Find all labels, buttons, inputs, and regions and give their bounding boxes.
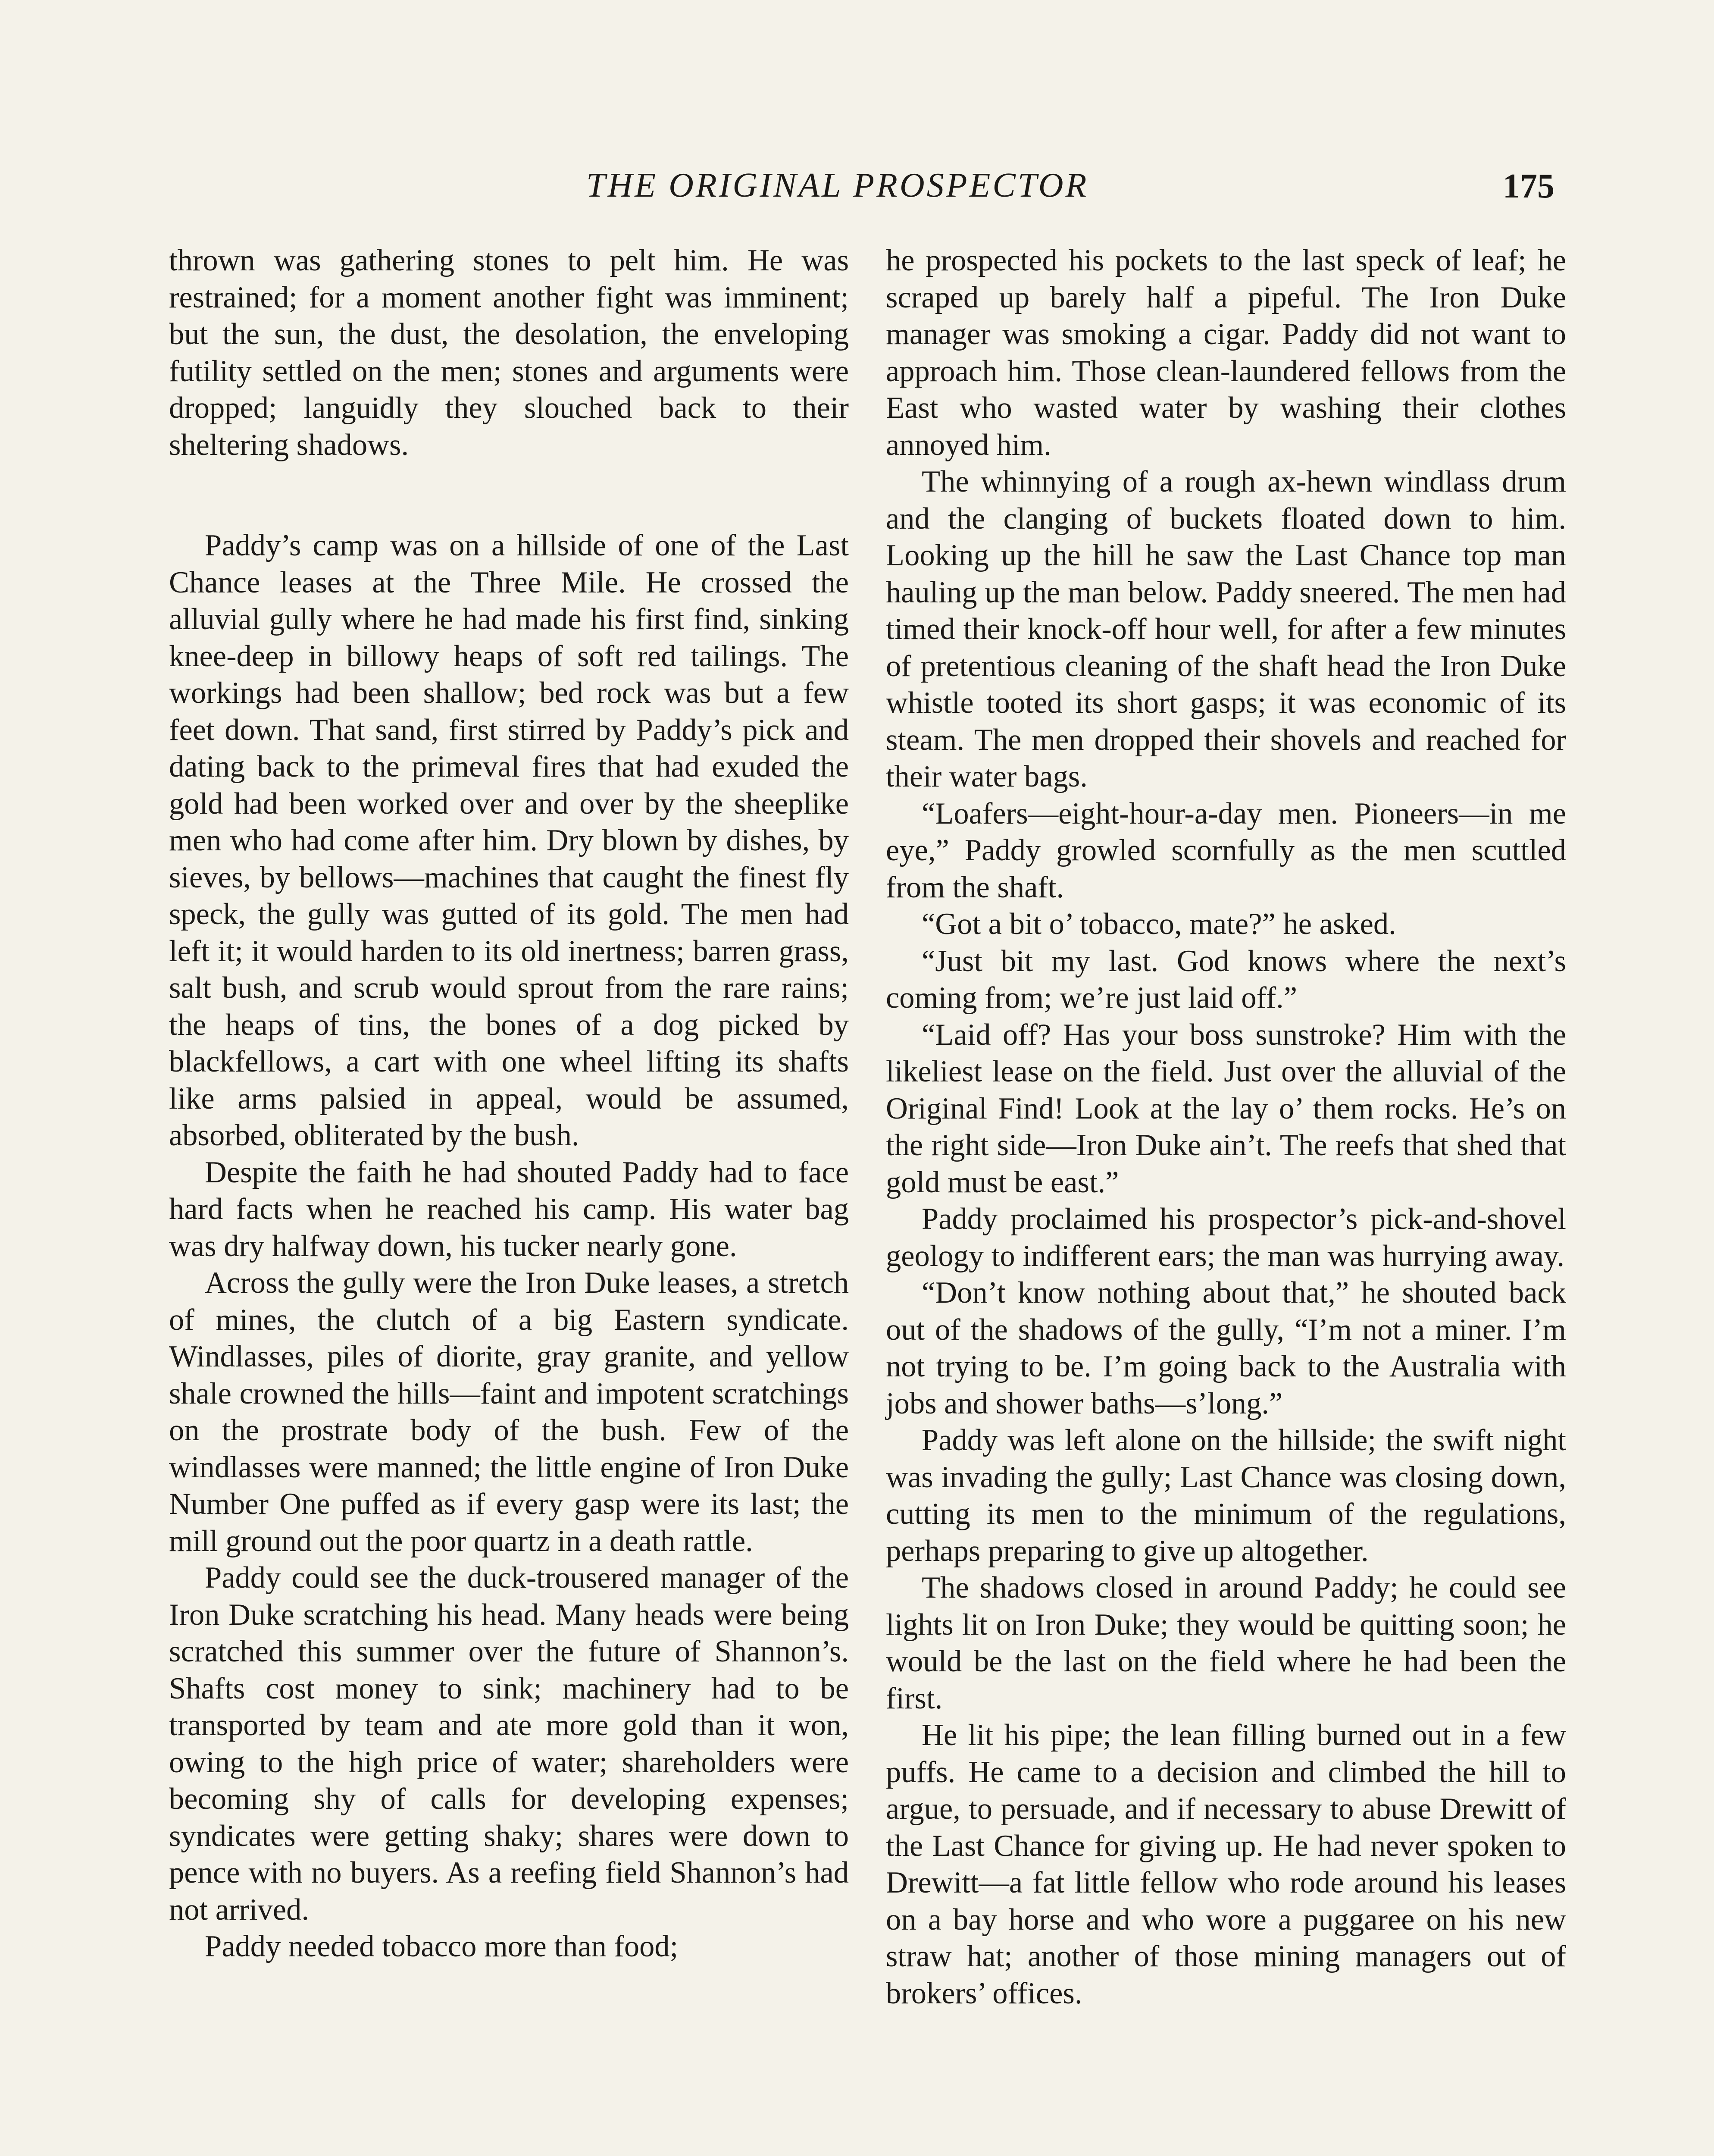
paragraph: Across the gully were the Iron Duke leases, a stretch of mines, the clutch of a big Eastern syndicate. Windlasses, piles of diorite, gray granite, and yellow shale crowned the hills—faint and impotent scratchings on the prostrate body of the bush. Few of the windlasses were manned; the little engine of Iron Duke Number One puffed as if every gasp were its last; the mill ground out the poor quartz in a death rattle. [169, 1266, 849, 1558]
paragraph: “Just bit my last. God knows where the next’s coming from; we’re just laid off.” [886, 944, 1566, 1015]
paragraph: Paddy was left alone on the hillside; the swift night was invading the gully; Last Chance was closing down, cutting its men to the minimum of the regulations, perhaps preparing to give up altogether. [886, 1423, 1566, 1568]
paragraph: “Got a bit o’ tobacco, mate?” he asked. [922, 907, 1396, 941]
left-column [169, 242, 849, 1965]
page-number: 175 [1503, 167, 1554, 205]
paragraph: The shadows closed in around Paddy; he could see lights lit on Iron Duke; they would be quitting soon; he would be the last on the field where he had been the first. [886, 1571, 1566, 1715]
paragraph: The whinnying of a rough ax-hewn windlass drum and the clanging of buckets floated down to him. Looking up the hill he saw the Last Chance top man hauling up the man below. Paddy sneered. The men had timed their knock-off hour well, for after a few minutes of pretentious cleaning of the shaft head the Iron Duke whistle tooted its short gasps; it was economic of its steam. The men dropped their shovels and reached for their water bags. [886, 465, 1566, 793]
paragraph: “Loafers—eight-hour-a-day men. Pioneers—in me eye,” Paddy growled scornfully as the men scuttled from the shaft. [886, 796, 1566, 904]
paragraph: “Laid off? Has your boss sunstroke? Him with the likeliest lease on the field. Just over the alluvial of the Original Find! Look at the lay o’ them rocks. He’s on the right side—Iron Duke ain’t. The reefs that shed that gold must be east.” [886, 1018, 1566, 1199]
running-head: THE ORIGINAL PROSPECTOR [586, 166, 1089, 204]
paragraph: Paddy’s camp was on a hillside of one of the Last Chance leases at the Three Mile. He crossed the alluvial gully where he had made his first find, sinking knee-deep in billowy heaps of soft red tailings. The workings had been shallow; bed rock was but a few feet down. That sand, first stirred by Paddy’s pick and dating back to the primeval fires that had exuded the gold had been worked over and over by the sheeplike men who had come after him. Dry blown by dishes, by sieves, by bellows—machines that caught the finest fly speck, the gully was gutted of its gold. The men had left it; it would harden to its old inertness; barren grass, salt bush, and scrub would sprout from the rare rains; the heaps of tins, the bones of a dog picked by blackfellows, a cart with one wheel lifting its shafts like arms palsied in appeal, would be assumed, absorbed, obliterated by the bush. [169, 529, 849, 1152]
paragraph: “Don’t know nothing about that,” he shouted back out of the shadows of the gully, “I’m not a miner. I’m not trying to be. I’m going back to the Australia with jobs and shower baths—s’long.” [886, 1276, 1566, 1420]
paragraph: Paddy could see the duck-trousered manager of the Iron Duke scratching his head. Many heads were being scratched this summer over the future of Shannon’s. Shafts cost money to sink; machinery had to be transported by team and ate more gold than it won, owing to the high price of water; shareholders were becoming shy of calls for developing expenses; syndicates were getting shaky; shares were down to pence with no buyers. As a reefing field Shannon’s had not arrived. [169, 1561, 849, 1927]
right-column [886, 242, 1566, 2012]
paragraph: Despite the faith he had shouted Paddy had to face hard facts when he reached his camp. His water bag was dry halfway down, his tucker nearly gone. [169, 1155, 849, 1263]
paragraph: thrown was gathering stones to pelt him. He was restrained; for a moment another fight was imminent; but the sun, the dust, the desolation, the enveloping futility settled on the men; stones and arguments were dropped; languidly they slouched back to their sheltering shadows. [169, 244, 849, 462]
paragraph: Paddy proclaimed his prospector’s pick-and-shovel geology to indifferent ears; the man was hurrying away. [886, 1202, 1566, 1273]
paragraph: he prospected his pockets to the last speck of leaf; he scraped up barely half a pipeful. The Iron Duke manager was smoking a cigar. Paddy did not want to approach him. Those clean-laundered fellows from the East who wasted water by washing their clothes annoyed him. [886, 244, 1566, 462]
paragraph: He lit his pipe; the lean filling burned out in a few puffs. He came to a decision and climbed the hill to argue, to persuade, and if necessary to abuse Drewitt of the Last Chance for giving up. He had never spoken to Drewitt—a fat little fellow who rode around his leases on a bay horse and who wore a puggaree on his new straw hat; another of those mining managers out of brokers’ offices. [886, 1718, 1566, 2010]
paragraph: Paddy needed tobacco more than food; [205, 1930, 679, 1963]
